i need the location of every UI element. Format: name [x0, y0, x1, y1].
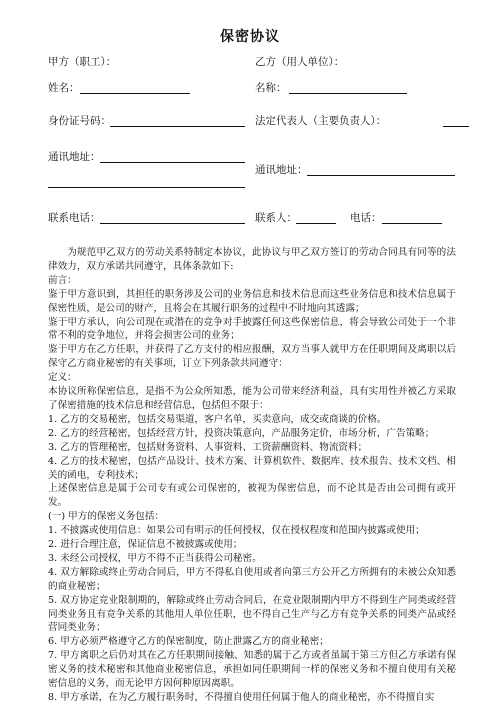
name-label: 姓名： — [48, 82, 80, 94]
name-underline[interactable] — [80, 93, 190, 94]
definition-heading: 定义： — [48, 372, 77, 384]
party-b-label: 乙方（用人单位）： — [255, 56, 345, 68]
contact-label: 联系人： — [255, 212, 297, 224]
address-a-underline[interactable] — [100, 162, 245, 163]
address-a-underline-2[interactable] — [48, 187, 245, 188]
address-b-label: 通讯地址： — [255, 164, 308, 176]
definition-item-4: 4. 乙方的技术秘密，包括产品设计、技术方案、计算机软件、数据库、技术报告、技术文档、相关的函电，专利技术； — [48, 455, 456, 481]
obligation-item-4: 4. 双方解除或终止劳动合同后，甲方不得私自使用或者向第三方公开乙方所拥有的未被公众知悉的商业秘密； — [48, 566, 456, 592]
legal-rep-label: 法定代表人（主要负责人）： — [255, 115, 387, 127]
address-b-underline[interactable] — [307, 175, 455, 176]
obligation-item-1: 1. 不披露或使用信息：如果公司有明示的任何授权，仅在授权程度和范围内披露或使用； — [48, 525, 425, 537]
obligation-item-6: 6. 甲方必须严格遵守乙方的保密制度，防止泄露乙方的商业秘密； — [48, 636, 329, 648]
intro-paragraph: 为规范甲乙双方的劳动关系特制定本协议，此协议与甲乙双方签订的劳动合同具有同等的法律效力，双方承诺共同遵守，具体条款如下: — [48, 247, 456, 272]
definition-item-2: 2. 乙方的经营秘密，包括经营方针，投资决策意向，产品服务定价，市场分析，广告策略； — [48, 427, 435, 439]
section-heading-1: (一) 甲方的保密义务包括： — [48, 511, 165, 523]
obligation-item-7: 7. 甲方离职之后仍对其在乙方任职期间接触、知悉的属于乙方或者虽属于第三方但乙方承诺有保密义务的技术秘密和其他商业秘密信息，承担如同任职期间一样的保密义务和不擅自使用有关秘密信息的义务，而无论甲方因何种原因离职。 — [48, 650, 456, 690]
preface-heading: 前言： — [48, 274, 77, 286]
preface-paragraph-2: 鉴于甲方承认，向公司现在或潜在的竞争对手披露任何这些保密信息，将会导致公司处于一个非常不利的竞争地位，并将会损害公司的业务； — [48, 316, 456, 342]
phone-b-label: 电话： — [350, 212, 382, 224]
obligation-item-5: 5. 双方协定竞业限制期的，解除或终止劳动合同后，在竞业限制期内甲方不得到生产同类或经营同类业务且有竞争关系的其他用人单位任职，也不得自己生产与乙方有竞争关系的同类产品或经营同类业务； — [48, 594, 456, 634]
company-name-underline[interactable] — [289, 93, 407, 94]
preface-paragraph-3: 鉴于甲方在乙方任职，并获得了乙方支付的相应报酬，双方当事人就甲方在任职期间及离职以后保守乙方商业秘密的有关事项，订立下列条款共同遵守： — [48, 344, 456, 370]
document-title: 保密协议 — [220, 29, 280, 45]
definition-text: 本协议所称保密信息，是指不为公众所知悉，能为公司带来经济利益，具有实用性并被乙方采取了保密措施的技术信息和经营信息，包括但不限于： — [48, 386, 456, 411]
id-number-underline[interactable] — [110, 126, 245, 127]
address-a-label: 通讯地址： — [48, 151, 101, 163]
legal-rep-underline[interactable] — [443, 126, 469, 127]
definition-summary: 上述保密信息是属于公司专有或公司保密的，被视为保密信息，而不论其是否由公司拥有或开发。 — [48, 483, 456, 509]
phone-b-underline[interactable] — [382, 223, 442, 224]
phone-label: 联系电话： — [48, 212, 101, 224]
phone-underline[interactable] — [100, 223, 245, 224]
company-name-label: 名称： — [255, 82, 287, 94]
id-number-label: 身份证号码： — [48, 115, 111, 127]
obligation-item-2: 2. 进行合理注意，保证信息不被披露或使用； — [48, 539, 243, 551]
obligation-item-3: 3. 未经公司授权，甲方不得不正当获得公司秘密。 — [48, 552, 262, 564]
agreement-body — [48, 246, 456, 705]
preface-paragraph-1: 鉴于甲方意识到，其担任的职务涉及公司的业务信息和技术信息而这些业务信息和技术信息属于保密性质，是公司的财产，且将会在其履行职务的过程中不时地向其透露； — [48, 288, 456, 314]
contact-underline[interactable] — [296, 223, 336, 224]
definition-item-3: 3. 乙方的管理秘密，包括财务资料、人事资料、工资薪酬资料、物流资料； — [48, 441, 368, 453]
obligation-item-8: 8. 甲方承诺，在为乙方履行职务时，不得擅自使用任何属于他人的商业秘密，亦不得擅自实 — [48, 692, 435, 703]
definition-item-1: 1. 乙方的交易秘密，包括交易渠道，客户名单，买卖意向，成交或商谈的价格。 — [48, 413, 387, 425]
party-a-label: 甲方（职工）： — [48, 56, 117, 68]
